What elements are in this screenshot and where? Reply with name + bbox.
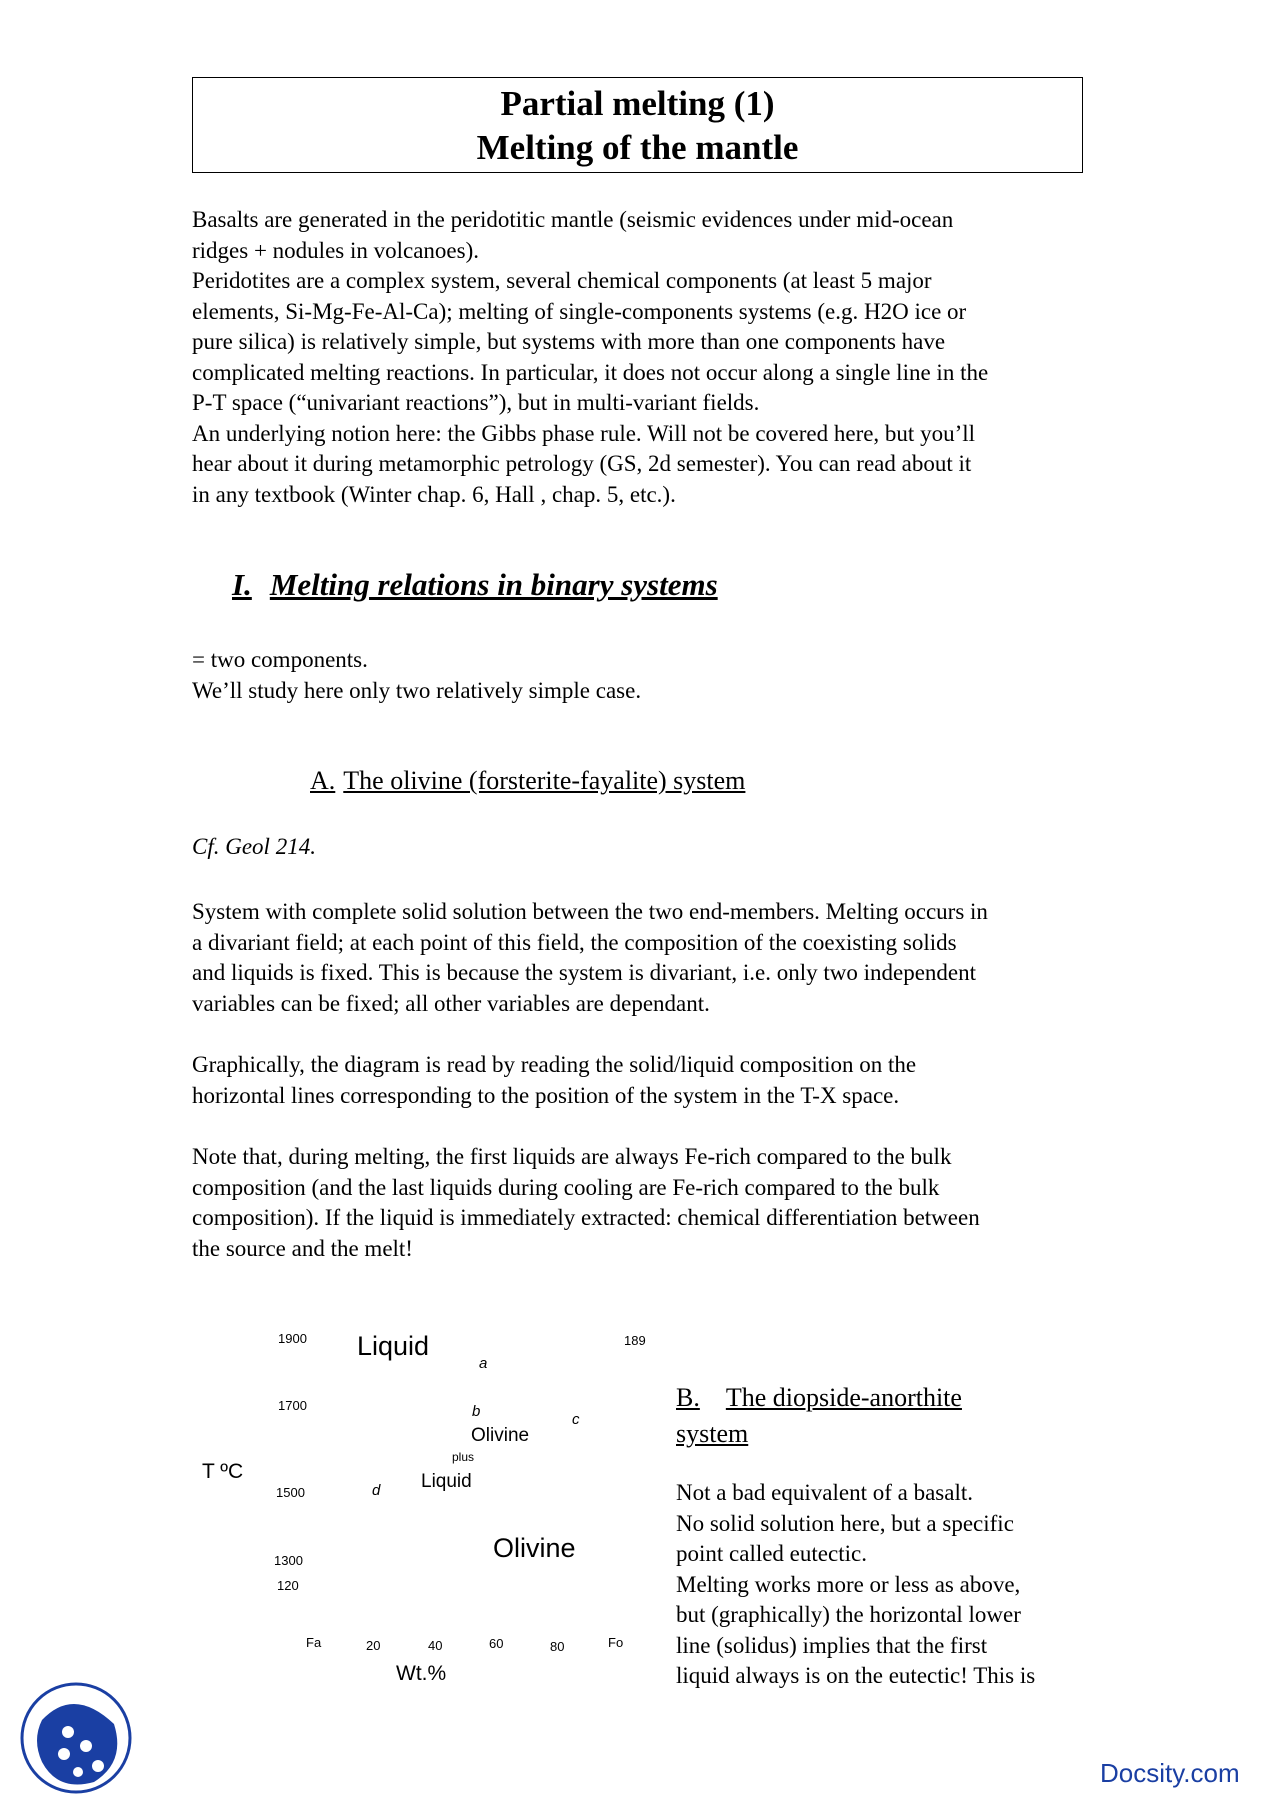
y-tick-label: 120 xyxy=(277,1578,299,1593)
field-label-olivine-upper: Olivine xyxy=(471,1425,530,1446)
text-line: in any textbook (Winter chap. 6, Hall , chap. 5, etc.). xyxy=(192,481,676,507)
text-line: liquid always is on the eutectic! This is xyxy=(676,1663,1036,1688)
y-tick-label: 1500 xyxy=(276,1485,305,1500)
subsection-b-block xyxy=(676,1380,1096,1692)
text-line: ridges + nodules in volcanoes). xyxy=(192,237,479,263)
text-line: No solid solution here, but a specific xyxy=(676,1510,1014,1536)
field-label-olivine: Olivine xyxy=(493,1533,576,1563)
text-line: composition (and the last liquids during cooling are Fe-rich compared to the bulk xyxy=(192,1174,940,1200)
solid-solution-paragraph xyxy=(192,897,1092,1019)
subsection-number: B. xyxy=(676,1383,700,1412)
field-label-plus: plus xyxy=(452,1450,475,1464)
field-label-liquid-lower: Liquid xyxy=(421,1471,472,1492)
right-tick-label: 189 xyxy=(624,1333,646,1348)
docsity-ladybug-logo-icon xyxy=(16,1680,136,1796)
title-line-2: Melting of the mantle xyxy=(476,128,799,167)
text-line: hear about it during metamorphic petrology (GS, 2d semester). You can read about it xyxy=(192,451,972,476)
binary-paragraph xyxy=(192,645,1092,706)
text-line: but (graphically) the horizontal lower xyxy=(676,1602,1021,1627)
x-axis-label: Wt.% xyxy=(396,1662,447,1685)
text-line: complicated melting reactions. In particular, it does not occur along a single line in the xyxy=(192,359,989,385)
text-line: point called eutectic. xyxy=(676,1541,867,1566)
text-line: horizontal lines corresponding to the position of the system in the T-X space. xyxy=(192,1082,900,1108)
subsection-a-heading xyxy=(310,764,745,798)
text-line: and liquids is fixed. This is because the system is divariant, i.e. only two independent xyxy=(192,960,976,985)
x-tick-label: 20 xyxy=(366,1638,381,1653)
section-title: Melting relations in binary systems xyxy=(269,567,718,602)
subsection-b-paragraph xyxy=(676,1478,1096,1692)
text-line: line (solidus) implies that the first xyxy=(676,1632,988,1658)
y-tick-label: 1300 xyxy=(274,1553,303,1568)
subsection-title-line-1: The diopside-anorthite xyxy=(725,1383,962,1412)
title-box xyxy=(192,77,1083,173)
text-line: Basalts are generated in the peridotitic mantle (seismic evidences under mid-ocean xyxy=(192,207,954,232)
text-line: P-T space (“univariant reactions”), but in multi-variant fields. xyxy=(192,390,760,415)
text-line: composition). If the liquid is immediately extracted: chemical differentiation between xyxy=(192,1205,980,1230)
graphically-paragraph xyxy=(192,1050,1092,1111)
text-line: Note that, during melting, the first liquids are always Fe-rich compared to the bulk xyxy=(192,1144,952,1169)
subsection-b-heading xyxy=(676,1380,1096,1452)
x-tick-label: 40 xyxy=(428,1638,443,1653)
text-line: = two components. xyxy=(192,647,368,672)
y-tick-label: 1900 xyxy=(278,1331,307,1346)
y-axis-label: T ºC xyxy=(202,1460,244,1483)
cf-reference: Cf. Geol 214. xyxy=(192,834,316,859)
x-tick-label: 80 xyxy=(550,1639,565,1654)
text-line: Peridotites are a complex system, several chemical components (at least 5 major xyxy=(192,268,932,293)
y-tick-label: 1700 xyxy=(278,1398,307,1413)
text-line: System with complete solid solution between the two end-members. Melting occurs in xyxy=(192,899,988,924)
text-line: Melting works more or less as above, xyxy=(676,1571,1021,1597)
text-line: variables can be fixed; all other variables are dependant. xyxy=(192,990,710,1016)
x-tick-label: 60 xyxy=(489,1636,504,1651)
point-label: c xyxy=(572,1411,580,1428)
text-line: the source and the melt! xyxy=(192,1235,413,1261)
text-line: An underlying notion here: the Gibbs phase rule. Will not be covered here, but you’ll xyxy=(192,420,976,446)
title-line-1: Partial melting (1) xyxy=(500,84,775,123)
text-line: pure silica) is relatively simple, but systems with more than one components have xyxy=(192,329,946,354)
subsection-number: A. xyxy=(310,766,336,795)
text-line: elements, Si-Mg-Fe-Al-Ca); melting of single-components systems (e.g. H2O ice or xyxy=(192,298,967,324)
intro-paragraph xyxy=(192,205,1092,510)
subsection-title: The olivine (forsterite-fayalite) system xyxy=(343,766,746,795)
docsity-brand-link[interactable]: Docsity.com xyxy=(1100,1758,1240,1788)
field-label-liquid: Liquid xyxy=(357,1331,430,1361)
text-line: Graphically, the diagram is read by reading the solid/liquid composition on the xyxy=(192,1052,917,1077)
text-line: Not a bad equivalent of a basalt. xyxy=(676,1480,973,1505)
subsection-title-line-2: system xyxy=(676,1419,749,1448)
x-tick-label: Fo xyxy=(608,1635,624,1650)
point-label: a xyxy=(479,1355,488,1372)
x-tick-label: Fa xyxy=(306,1635,322,1650)
olivine-phase-diagram xyxy=(190,1310,670,1690)
text-line: a divariant field; at each point of this field, the composition of the coexisting solids xyxy=(192,929,957,955)
point-label: b xyxy=(472,1403,481,1420)
note-paragraph xyxy=(192,1142,1092,1264)
text-line: We’ll study here only two relatively simple case. xyxy=(192,677,642,703)
section-number: I. xyxy=(232,567,252,602)
point-label: d xyxy=(372,1482,381,1499)
section-heading xyxy=(232,565,718,605)
